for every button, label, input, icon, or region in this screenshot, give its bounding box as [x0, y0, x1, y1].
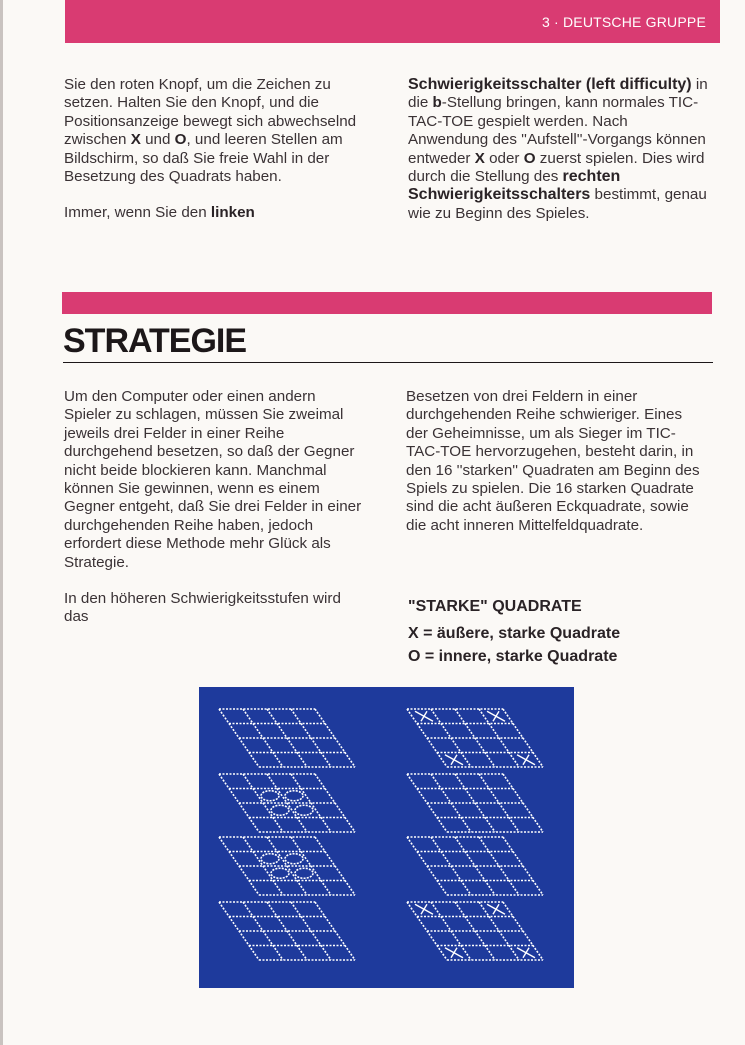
game-board: [407, 902, 543, 960]
text: , und leeren Stellen am Bildschirm, so daß Sie freie Wahl in der Besetzung des Quadrats haben.: [64, 131, 343, 186]
o-marker: [271, 868, 289, 878]
section-title: STRATEGIE: [63, 322, 247, 360]
header-band: [65, 0, 720, 43]
game-board: [219, 774, 355, 832]
grid-line: [267, 774, 307, 832]
grid-line: [431, 774, 471, 832]
o-mark: O: [174, 131, 187, 149]
x-marker: [445, 948, 463, 958]
x-marker: [415, 711, 433, 721]
x-mark: X: [130, 131, 141, 149]
grid-line: [455, 902, 495, 960]
o-marker: [285, 854, 303, 864]
section-divider-bar: [62, 292, 712, 314]
game-board: [407, 774, 543, 832]
game-board: [407, 837, 543, 895]
o-mark: O: [523, 149, 536, 167]
game-board: [219, 902, 355, 960]
bold-text: linken: [210, 204, 255, 222]
grid-line: [455, 837, 495, 895]
x-marker: [415, 904, 433, 914]
grid-line: [243, 837, 283, 895]
o-marker: [285, 791, 303, 801]
paragraph: [64, 204, 364, 222]
text: -Stellung bringen, kann normales TIC-TAC-TOE gespielt werden. Nach Anwendung des ''Aufstell''-Vorgangs können entweder: [408, 94, 706, 167]
grid-line: [431, 837, 471, 895]
o-marker: [295, 868, 313, 878]
grid-line: [243, 902, 283, 960]
bold-text: Schwierigkeitsschalter (left difficulty): [408, 76, 692, 93]
paragraph: [64, 76, 364, 186]
strategy-left-column: [64, 388, 362, 627]
bold-text: rechten Schwierigkeitsschalters: [408, 168, 621, 204]
paragraph: [408, 76, 708, 223]
chapter-header: 3 · DEUTSCHE GRUPPE: [541, 14, 706, 30]
x-marker: [517, 948, 535, 958]
x-marker: [487, 904, 505, 914]
text: zuerst spielen. Dies wird durch die Stellung des: [408, 149, 705, 186]
page-edge: [0, 0, 3, 1045]
game-screenshot: [199, 687, 574, 988]
top-left-column: [64, 76, 364, 223]
bold-text: b: [432, 94, 442, 112]
o-marker: [295, 805, 313, 815]
x-mark: X: [474, 149, 485, 167]
grid-line: [455, 774, 495, 832]
text: Immer, wenn Sie den: [64, 204, 207, 222]
text: Sie den roten Knopf, um die Zeichen zu setzen. Halten Sie den Knopf, und die Positionsanzeige bewegt sich abwechselnd zwischen: [64, 76, 357, 149]
grid-line: [267, 709, 307, 767]
grid-line: [243, 709, 283, 767]
legend-outer-squares: X = äußere, starke Quadrate: [408, 625, 621, 642]
strategy-right-column: [406, 388, 706, 535]
tic-tac-toe-boards: [199, 687, 574, 988]
grid-line: [243, 774, 283, 832]
grid-line: [267, 902, 307, 960]
grid-line: [267, 837, 307, 895]
text: und: [145, 131, 171, 149]
x-marker: [445, 755, 463, 765]
o-marker: [261, 791, 279, 801]
paragraph: Um den Computer oder einen andern Spieler zu schlagen, müssen Sie zweimal jeweils drei Felder in einer Reihe durchgehend besetzen, so daß der Gegner nicht beide blockieren kann. Manchmal können Sie gewinnen, wenn es einem Gegner entgeht, daß Sie drei Felder in einer durchgehenden Reihe haben, jedoch erfordert diese Methode mehr Glück als Strategie.: [64, 388, 362, 571]
o-marker: [261, 854, 279, 864]
text: bestimmt, genau wie zu Beginn des Spieles.: [408, 186, 707, 222]
grid-line: [455, 709, 495, 767]
text: oder: [489, 149, 520, 167]
text: in die: [408, 76, 708, 112]
legend-inner-squares: O = innere, starke Quadrate: [408, 648, 618, 665]
game-board: [219, 837, 355, 895]
o-marker: [271, 805, 289, 815]
title-rule: [63, 362, 713, 363]
game-board: [407, 709, 543, 767]
x-marker: [517, 755, 535, 765]
top-right-column: [408, 76, 708, 223]
paragraph: Besetzen von drei Feldern in einer durchgehenden Reihe schwieriger. Eines der Geheimnisse, um als Sieger im TIC-TAC-TOE hervorzugehen, besteht darin, in den 16 ''starken'' Quadraten am Beginn des Spiels zu spielen. Die 16 starken Quadrate sind die acht äußeren Eckquadrate, sowie die acht inneren Mittelfeldquadrate.: [406, 388, 700, 534]
paragraph: In den höheren Schwierigkeitsstufen wird das: [64, 590, 341, 626]
strong-squares-heading: "STARKE" QUADRATE: [408, 598, 582, 615]
game-board: [219, 709, 355, 767]
x-marker: [487, 711, 505, 721]
